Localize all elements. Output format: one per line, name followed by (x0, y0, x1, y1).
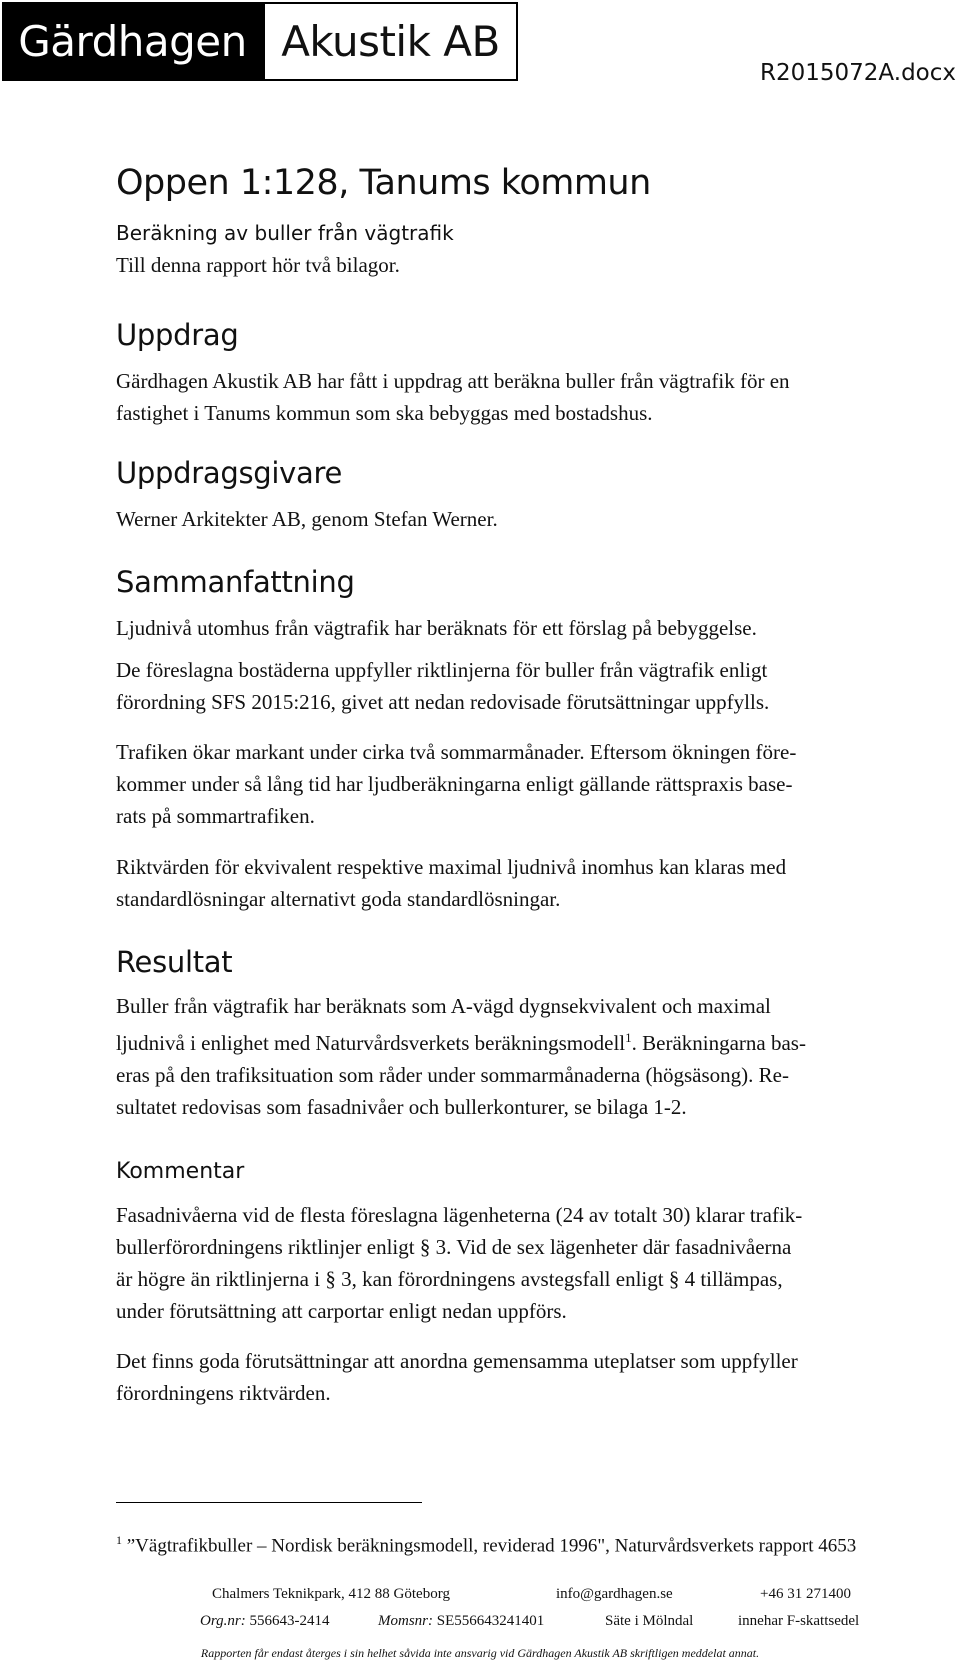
moms-label: Momsnr: (378, 1613, 433, 1629)
heading-sammanfattning: Sammanfattning (116, 565, 355, 599)
text-line: Trafiken ökar markant under cirka två sommarmånader. Eftersom ökningen före- (116, 740, 797, 764)
footer-seat: Säte i Mölndal (605, 1613, 694, 1629)
text-line: under förutsättning att carportar enligt nedan uppförs. (116, 1299, 567, 1323)
heading-uppdrag: Uppdrag (116, 318, 239, 352)
text-line: Fasadnivåerna vid de flesta föreslagna lägenheterna (24 av totalt 30) klarar trafik- (116, 1203, 803, 1227)
attachments-note: Till denna rapport hör två bilagor. (116, 253, 400, 277)
footer-org-number (200, 1613, 329, 1630)
resultat-paragraph (116, 990, 946, 1123)
sammanfattning-p4 (116, 851, 946, 915)
sammanfattning-p3 (116, 736, 946, 832)
text-line: standardlösningar alternativt goda standardlösningar. (116, 887, 561, 911)
page-title: Oppen 1:128, Tanums kommun (116, 163, 651, 203)
footnote-reference: 1 (625, 1030, 632, 1045)
sammanfattning-p2 (116, 654, 946, 718)
heading-kommentar: Kommentar (116, 1159, 245, 1184)
text-line: Riktvärden för ekvivalent respektive maximal ljudnivå inomhus kan klaras med (116, 855, 787, 879)
text-line: kommer under så lång tid har ljudberäkningarna enligt gällande rättspraxis base- (116, 772, 793, 796)
text-line: Ljudnivå utomhus från vägtrafik har beräknats för ett förslag på bebyggelse. (116, 616, 757, 640)
text-line: bullerförordningens riktlinjer enligt § 3. Vid de sex lägenheter där fasadnivåerna (116, 1235, 792, 1259)
text-line: Werner Arkitekter AB, genom Stefan Werner. (116, 507, 498, 531)
text-line: Det finns goda förutsättningar att anordna gemensamma uteplatser som uppfyller (116, 1349, 798, 1373)
uppdragsgivare-paragraph (116, 503, 946, 535)
footnote-text: ”Vägtrafikbuller – Nordisk beräkningsmodell, reviderad 1996", Naturvårdsverkets rapport 4653 (126, 1535, 857, 1557)
org-value: 556643-2414 (249, 1613, 330, 1629)
footnote (116, 1533, 856, 1557)
footnote-separator (116, 1502, 422, 1503)
text-segment: . Beräkningarna bas- (631, 1031, 806, 1055)
moms-value: SE556643241401 (436, 1613, 545, 1629)
heading-resultat: Resultat (116, 945, 233, 979)
footer-address: Chalmers Teknikpark, 412 88 Göteborg (212, 1586, 450, 1602)
uppdrag-paragraph (116, 365, 946, 429)
heading-uppdragsgivare: Uppdragsgivare (116, 456, 342, 490)
text-line: fastighet i Tanums kommun som ska bebyggas med bostadshus. (116, 401, 653, 425)
page-subtitle: Beräkning av buller från vägtrafik (116, 221, 454, 245)
text-line: rats på sommartrafiken. (116, 804, 315, 828)
text-line (116, 1022, 946, 1059)
text-line: De föreslagna bostäderna uppfyller riktlinjerna för buller från vägtrafik enligt (116, 658, 768, 682)
kommentar-p2 (116, 1345, 946, 1409)
footnote-number: 1 (116, 1533, 122, 1547)
text-line: förordningens riktvärden. (116, 1381, 331, 1405)
kommentar-p1 (116, 1199, 946, 1327)
text-line: Gärdhagen Akustik AB har fått i uppdrag att beräkna buller från vägtrafik för en (116, 369, 790, 393)
footer-phone: +46 31 271400 (760, 1586, 851, 1602)
text-line: sultatet redovisas som fasadnivåer och bullerkonturer, se bilaga 1-2. (116, 1095, 687, 1119)
text-line: Buller från vägtrafik har beräknats som A-vägd dygnsekvivalent och maximal (116, 994, 771, 1018)
logo-left-text: Gärdhagen (2, 2, 263, 81)
footer-vat-number (378, 1613, 544, 1630)
sammanfattning-p1 (116, 612, 946, 644)
footer-tax: innehar F-skattsedel (738, 1613, 860, 1629)
footer-disclaimer: Rapporten får endast återges i sin helhet såvida inte ansvarig vid Gärdhagen Akustik AB skriftligen meddelat annat. (200, 1646, 760, 1660)
document-name: R2015072A.docx (760, 60, 956, 86)
text-line: eras på den trafiksituation som råder under sommarmånaderna (högsäsong). Re- (116, 1063, 789, 1087)
text-line: är högre än riktlinjerna i § 3, kan förordningens avstegsfall enligt § 4 tillämpas, (116, 1267, 783, 1291)
company-logo (2, 2, 518, 81)
org-label: Org.nr: (200, 1613, 246, 1629)
text-segment: ljudnivå i enlighet med Naturvårdsverkets beräkningsmodell (116, 1031, 626, 1055)
text-line: förordning SFS 2015:216, givet att nedan redovisade förutsättningar uppfylls. (116, 690, 770, 714)
footer-email[interactable]: info@gardhagen.se (556, 1586, 673, 1602)
logo-right-text: Akustik AB (263, 2, 518, 81)
